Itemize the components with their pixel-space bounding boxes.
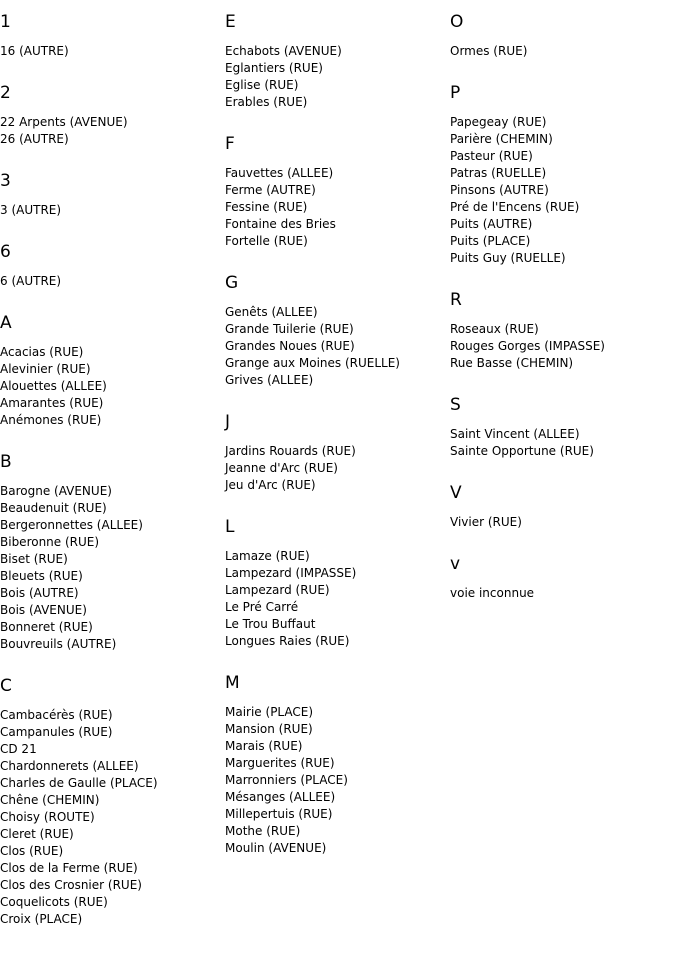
list-item: [225, 443, 450, 460]
street-link[interactable]: Echabots (AVENUE): [225, 44, 342, 58]
street-list: [0, 114, 225, 148]
letter-group: [225, 517, 450, 650]
street-link[interactable]: Alevinier (RUE): [0, 362, 91, 376]
list-item: [0, 860, 225, 877]
street-link[interactable]: Saint Vincent (ALLEE): [450, 427, 580, 441]
group-letter-heading: V: [450, 483, 462, 503]
street-link[interactable]: Mansion (RUE): [225, 722, 313, 736]
street-list: [225, 704, 450, 857]
street-link[interactable]: 16 (AUTRE): [0, 44, 69, 58]
group-letter-heading: C: [0, 676, 12, 696]
street-link[interactable]: Bois (AVENUE): [0, 603, 87, 617]
index-column: [225, 12, 450, 880]
street-link[interactable]: Roseaux (RUE): [450, 322, 539, 336]
street-link[interactable]: Bouvreuils (AUTRE): [0, 637, 117, 651]
list-item: [450, 148, 675, 165]
street-link[interactable]: Mothe (RUE): [225, 824, 301, 838]
street-link[interactable]: Acacias (RUE): [0, 345, 84, 359]
list-item: [450, 514, 675, 531]
street-link[interactable]: Genêts (ALLEE): [225, 305, 318, 319]
street-link[interactable]: Bergeronnettes (ALLEE): [0, 518, 143, 532]
street-link[interactable]: Biberonne (RUE): [0, 535, 100, 549]
street-link[interactable]: Pinsons (AUTRE): [450, 183, 549, 197]
list-item: [0, 809, 225, 826]
street-link[interactable]: Bois (AUTRE): [0, 586, 79, 600]
list-item: [0, 500, 225, 517]
street-list: [225, 165, 450, 250]
list-item: [225, 60, 450, 77]
street-link[interactable]: Clos de la Ferme (RUE): [0, 861, 138, 875]
letter-group: [450, 290, 675, 372]
street-link[interactable]: Papegeay (RUE): [450, 115, 547, 129]
letter-group: [0, 83, 225, 148]
street-link[interactable]: voie inconnue: [450, 586, 535, 600]
group-letter-heading: R: [450, 290, 462, 310]
street-link[interactable]: Fontaine des Bries: [225, 217, 336, 231]
street-link[interactable]: Moulin (AVENUE): [225, 841, 327, 855]
street-list: [0, 483, 225, 653]
letter-group: [225, 12, 450, 111]
list-item: [450, 321, 675, 338]
letter-group: [450, 554, 675, 602]
letter-group: [0, 242, 225, 290]
list-item: [225, 233, 450, 250]
street-link[interactable]: Lampezard (RUE): [225, 583, 330, 597]
street-link[interactable]: Mairie (PLACE): [225, 705, 314, 719]
list-item: [0, 724, 225, 741]
list-item: [0, 741, 225, 758]
street-link[interactable]: Clos des Crosnier (RUE): [0, 878, 142, 892]
list-item: [450, 233, 675, 250]
list-item: [0, 344, 225, 361]
street-link[interactable]: Cleret (RUE): [0, 827, 74, 841]
list-item: [225, 840, 450, 857]
street-link[interactable]: Grandes Noues (RUE): [225, 339, 355, 353]
street-list: [450, 43, 675, 60]
letter-group: [0, 171, 225, 219]
street-link[interactable]: Choisy (ROUTE): [0, 810, 95, 824]
letter-group: [0, 313, 225, 429]
list-item: [0, 585, 225, 602]
list-item: [225, 321, 450, 338]
street-link[interactable]: Lampezard (IMPASSE): [225, 566, 357, 580]
list-item: [225, 338, 450, 355]
list-item: [225, 460, 450, 477]
list-item: [0, 273, 225, 290]
group-letter-heading: 2: [0, 83, 11, 103]
list-item: [0, 894, 225, 911]
letter-group: [0, 676, 225, 928]
list-item: [450, 131, 675, 148]
street-link[interactable]: 6 (AUTRE): [0, 274, 62, 288]
street-link[interactable]: Amarantes (RUE): [0, 396, 104, 410]
list-item: [0, 636, 225, 653]
list-item: [225, 616, 450, 633]
street-list: [450, 426, 675, 460]
index-column: [450, 12, 675, 625]
street-link[interactable]: Fortelle (RUE): [225, 234, 308, 248]
list-item: [0, 412, 225, 429]
list-item: [0, 602, 225, 619]
street-link[interactable]: Grives (ALLEE): [225, 373, 314, 387]
list-item: [450, 426, 675, 443]
list-item: [0, 131, 225, 148]
street-link[interactable]: Croix (PLACE): [0, 912, 83, 926]
street-link[interactable]: Rouges Gorges (IMPASSE): [450, 339, 605, 353]
street-list: [225, 304, 450, 389]
street-link[interactable]: Vivier (RUE): [450, 515, 522, 529]
list-item: [450, 114, 675, 131]
list-item: [0, 378, 225, 395]
list-item: [0, 483, 225, 500]
list-item: [225, 216, 450, 233]
group-letter-heading: M: [225, 673, 240, 693]
street-link[interactable]: Anémones (RUE): [0, 413, 102, 427]
street-link[interactable]: Barogne (AVENUE): [0, 484, 112, 498]
street-link[interactable]: Alouettes (ALLEE): [0, 379, 107, 393]
letter-group: [225, 273, 450, 389]
street-link[interactable]: Chardonnerets (ALLEE): [0, 759, 139, 773]
list-item: [0, 202, 225, 219]
street-link[interactable]: Fauvettes (ALLEE): [225, 166, 334, 180]
street-list: [225, 548, 450, 650]
street-link[interactable]: Le Trou Buffaut: [225, 617, 316, 631]
list-item: [0, 775, 225, 792]
list-item: [225, 755, 450, 772]
street-link[interactable]: Chêne (CHEMIN): [0, 793, 100, 807]
list-item: [225, 372, 450, 389]
street-link[interactable]: Bonneret (RUE): [0, 620, 93, 634]
street-list: [0, 202, 225, 219]
street-link[interactable]: Puits (AUTRE): [450, 217, 533, 231]
list-item: [225, 94, 450, 111]
list-item: [225, 789, 450, 806]
street-link[interactable]: Bleuets (RUE): [0, 569, 83, 583]
group-letter-heading: v: [450, 554, 461, 574]
street-link[interactable]: Cambacérès (RUE): [0, 708, 113, 722]
street-list: [0, 344, 225, 429]
street-link[interactable]: Jardins Rouards (RUE): [225, 444, 356, 458]
street-link[interactable]: Biset (RUE): [0, 552, 68, 566]
list-item: [450, 43, 675, 60]
street-link[interactable]: 26 (AUTRE): [0, 132, 69, 146]
street-list: [450, 321, 675, 372]
street-link[interactable]: Ferme (AUTRE): [225, 183, 316, 197]
list-item: [0, 551, 225, 568]
letter-group: [450, 395, 675, 460]
street-link[interactable]: Patras (RUELLE): [450, 166, 547, 180]
group-letter-heading: S: [450, 395, 461, 415]
list-item: [0, 361, 225, 378]
street-link[interactable]: 22 Arpents (AVENUE): [0, 115, 128, 129]
list-item: [450, 165, 675, 182]
list-item: [225, 304, 450, 321]
street-list: [225, 443, 450, 494]
street-link[interactable]: Jeanne d'Arc (RUE): [225, 461, 338, 475]
street-link[interactable]: Lamaze (RUE): [225, 549, 310, 563]
street-link[interactable]: Le Pré Carré: [225, 600, 299, 614]
group-letter-heading: F: [225, 134, 235, 154]
street-link[interactable]: Rue Basse (CHEMIN): [450, 356, 574, 370]
group-letter-heading: P: [450, 83, 461, 103]
street-link[interactable]: Erables (RUE): [225, 95, 308, 109]
street-link[interactable]: Clos (RUE): [0, 844, 64, 858]
street-link[interactable]: Pré de l'Encens (RUE): [450, 200, 580, 214]
street-link[interactable]: Sainte Opportune (RUE): [450, 444, 594, 458]
list-item: [225, 355, 450, 372]
street-link[interactable]: Puits Guy (RUELLE): [450, 251, 566, 265]
list-item: [225, 599, 450, 616]
list-item: [225, 477, 450, 494]
letter-group: [450, 12, 675, 60]
street-list: [0, 707, 225, 928]
street-list: [450, 585, 675, 602]
list-item: [0, 568, 225, 585]
list-item: [225, 704, 450, 721]
list-item: [225, 199, 450, 216]
letter-group: [225, 412, 450, 494]
list-item: [225, 182, 450, 199]
list-item: [225, 738, 450, 755]
street-link[interactable]: Longues Raies (RUE): [225, 634, 350, 648]
group-letter-heading: E: [225, 12, 236, 32]
letter-group: [225, 673, 450, 857]
list-item: [0, 114, 225, 131]
letter-group: [0, 452, 225, 653]
group-letter-heading: O: [450, 12, 464, 32]
street-link[interactable]: Charles de Gaulle (PLACE): [0, 776, 158, 790]
street-list: [0, 43, 225, 60]
street-link[interactable]: Parière (CHEMIN): [450, 132, 553, 146]
street-link[interactable]: Eglise (RUE): [225, 78, 299, 92]
list-item: [450, 585, 675, 602]
street-link[interactable]: Ormes (RUE): [450, 44, 528, 58]
street-link[interactable]: Coquelicots (RUE): [0, 895, 108, 909]
street-link[interactable]: Jeu d'Arc (RUE): [225, 478, 316, 492]
list-item: [450, 199, 675, 216]
group-letter-heading: 1: [0, 12, 11, 32]
list-item: [225, 548, 450, 565]
list-item: [0, 395, 225, 412]
list-item: [450, 443, 675, 460]
list-item: [225, 772, 450, 789]
street-link[interactable]: Puits (PLACE): [450, 234, 531, 248]
street-link[interactable]: Beaudenuit (RUE): [0, 501, 107, 515]
street-link[interactable]: Marguerites (RUE): [225, 756, 335, 770]
street-link[interactable]: CD 21: [0, 742, 37, 756]
group-letter-heading: G: [225, 273, 239, 293]
list-item: [225, 77, 450, 94]
list-item: [0, 517, 225, 534]
list-item: [0, 843, 225, 860]
street-link[interactable]: Fessine (RUE): [225, 200, 308, 214]
list-item: [225, 823, 450, 840]
letter-group: [450, 483, 675, 531]
letter-group: [450, 83, 675, 267]
list-item: [450, 338, 675, 355]
list-item: [0, 619, 225, 636]
list-item: [225, 633, 450, 650]
street-link[interactable]: 3 (AUTRE): [0, 203, 62, 217]
list-item: [0, 877, 225, 894]
list-item: [225, 165, 450, 182]
list-item: [450, 250, 675, 267]
street-link[interactable]: Marronniers (PLACE): [225, 773, 348, 787]
list-item: [225, 565, 450, 582]
list-item: [0, 792, 225, 809]
list-item: [225, 582, 450, 599]
street-link[interactable]: Grande Tuilerie (RUE): [225, 322, 354, 336]
list-item: [225, 806, 450, 823]
group-letter-heading: L: [225, 517, 235, 537]
street-link[interactable]: Campanules (RUE): [0, 725, 113, 739]
street-link[interactable]: Mésanges (ALLEE): [225, 790, 336, 804]
group-letter-heading: A: [0, 313, 12, 333]
street-list: [0, 273, 225, 290]
group-letter-heading: 3: [0, 171, 11, 191]
list-item: [0, 707, 225, 724]
street-link[interactable]: Eglantiers (RUE): [225, 61, 323, 75]
list-item: [0, 43, 225, 60]
list-item: [0, 758, 225, 775]
group-letter-heading: J: [225, 412, 231, 432]
list-item: [225, 43, 450, 60]
list-item: [450, 355, 675, 372]
street-list: [450, 514, 675, 531]
list-item: [0, 826, 225, 843]
street-link[interactable]: Grange aux Moines (RUELLE): [225, 356, 400, 370]
group-letter-heading: B: [0, 452, 12, 472]
street-list: [225, 43, 450, 111]
list-item: [0, 911, 225, 928]
letter-group: [225, 134, 450, 250]
index-column: [0, 12, 225, 951]
street-link[interactable]: Marais (RUE): [225, 739, 303, 753]
list-item: [0, 534, 225, 551]
list-item: [450, 182, 675, 199]
list-item: [225, 721, 450, 738]
list-item: [450, 216, 675, 233]
street-link[interactable]: Pasteur (RUE): [450, 149, 533, 163]
street-link[interactable]: Millepertuis (RUE): [225, 807, 333, 821]
group-letter-heading: 6: [0, 242, 11, 262]
street-list: [450, 114, 675, 267]
letter-group: [0, 12, 225, 60]
